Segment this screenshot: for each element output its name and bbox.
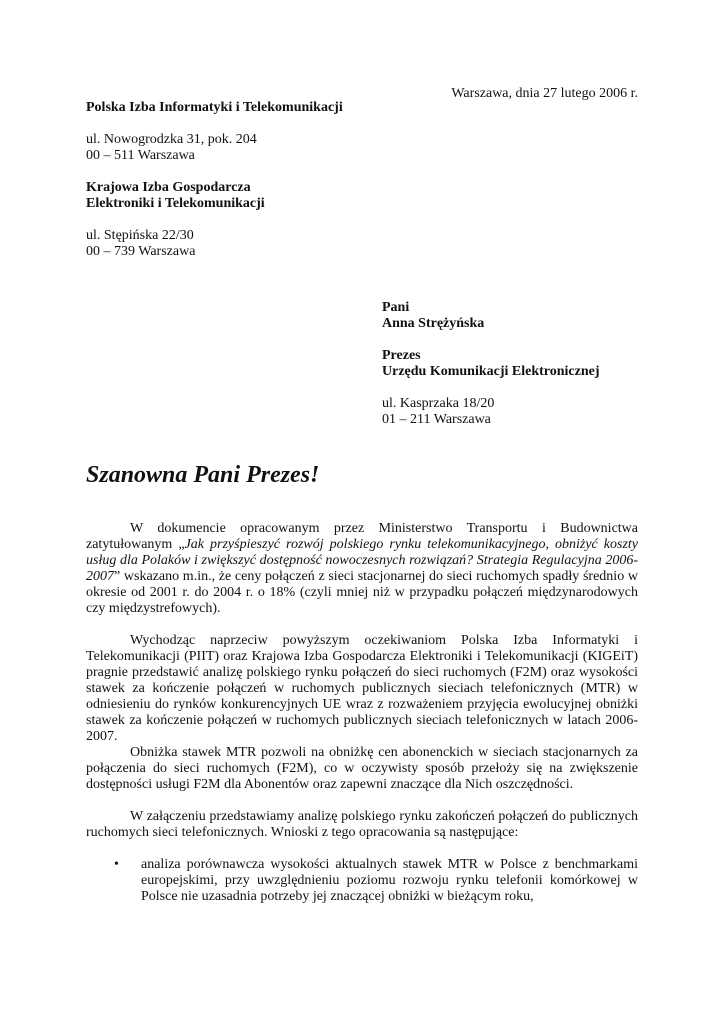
recipient-city: 01 – 211 Warszawa <box>382 412 491 427</box>
paragraph-1-rest: ” wskazano m.in., że ceny połączeń z sieci stacjonarnej do sieci ruchomych spadły średnio w okresie od 2001 r. do 2004 r. o 18% (czyli mniej niż w przypadku połączeń międzynarodowych czy międzystrefowych). <box>86 569 638 616</box>
paragraph-1 <box>86 521 638 617</box>
conclusions-list <box>86 857 638 905</box>
sender-org1-street: ul. Nowogrodzka 31, pok. 204 <box>86 132 257 147</box>
paragraph-1-document-title: Jak przyśpieszyć rozwój polskiego rynku telekomunikacyjnego, obniżyć koszty usług dla Polaków i zwiększyć dostępność nowoczesnych rozwiązań? Strategia Regulacyjna 2006-2007 <box>86 537 638 584</box>
sender-org1-name: Polska Izba Informatyki i Telekomunikacji <box>86 100 343 115</box>
letter-body <box>86 521 638 905</box>
recipient-office: Urzędu Komunikacji Elektronicznej <box>382 364 600 379</box>
list-item-text: analiza porównawcza wysokości aktualnych stawek MTR w Polsce z benchmarkami europejskimi, przy uwzględnieniu poziomu rozwoju rynku telefonii komórkowej w Polsce nie uzasadnia potrzeby jej znaczącej obniżki w bieżącym roku, <box>141 857 638 904</box>
letter-date: Warszawa, dnia 27 lutego 2006 r. <box>451 86 638 101</box>
bullet-icon: • <box>114 857 119 872</box>
sender-org2-name-line1: Krajowa Izba Gospodarcza <box>86 180 251 195</box>
sender-org2-name-line2: Elektroniki i Telekomunikacji <box>86 196 265 211</box>
recipient-title: Pani <box>382 300 410 315</box>
recipient-position: Prezes <box>382 348 421 363</box>
sender-org1-city: 00 – 511 Warszawa <box>86 148 195 163</box>
salutation-heading: Szanowna Pani Prezes! <box>86 462 320 488</box>
sender-org2-city: 00 – 739 Warszawa <box>86 244 196 259</box>
recipient-street: ul. Kasprzaka 18/20 <box>382 396 495 411</box>
paragraph-1-intro: W dokumencie opracowanym przez Ministerstwo Transportu i Budownictwa zatytułowanym „ <box>86 521 638 552</box>
sender-org2-street: ul. Stępińska 22/30 <box>86 228 194 243</box>
recipient-block <box>382 300 600 428</box>
paragraph-3: Obniżka stawek MTR pozwoli na obniżkę cen abonenckich w sieciach stacjonarnych za połączenia do sieci ruchomych (F2M), co w oczywisty sposób przełoży się na zwiększenie dostępności usługi F2M dla Abonentów oraz zapewni znaczące dla Nich oszczędności. <box>86 745 638 792</box>
list-item <box>86 857 638 905</box>
sender-block <box>86 100 343 260</box>
recipient-name: Anna Strężyńska <box>382 316 485 331</box>
paragraph-4: W załączeniu przedstawiamy analizę polskiego rynku zakończeń połączeń do publicznych ruchomych sieci telefonicznych. Wnioski z tego opracowania są następujące: <box>86 809 638 840</box>
paragraph-2: Wychodząc naprzeciw powyższym oczekiwaniom Polska Izba Informatyki i Telekomunikacji (PIIT) oraz Krajowa Izba Gospodarcza Elektroniki i Telekomunikacji (KIGEiT) pragnie przedstawić analizę polskiego rynku połączeń do sieci ruchomych (F2M) oraz wysokości stawek za kończenie połączeń w ruchomych publicznych sieciach telefonicznych (MTR) w odniesieniu do rynków konkurencyjnych UE wraz z rozważeniem przyjęcia ewolucyjnej obniżki stawek za kończenie połączeń w ruchomych publicznych sieciach telefonicznych w latach 2006-2007. <box>86 633 638 744</box>
